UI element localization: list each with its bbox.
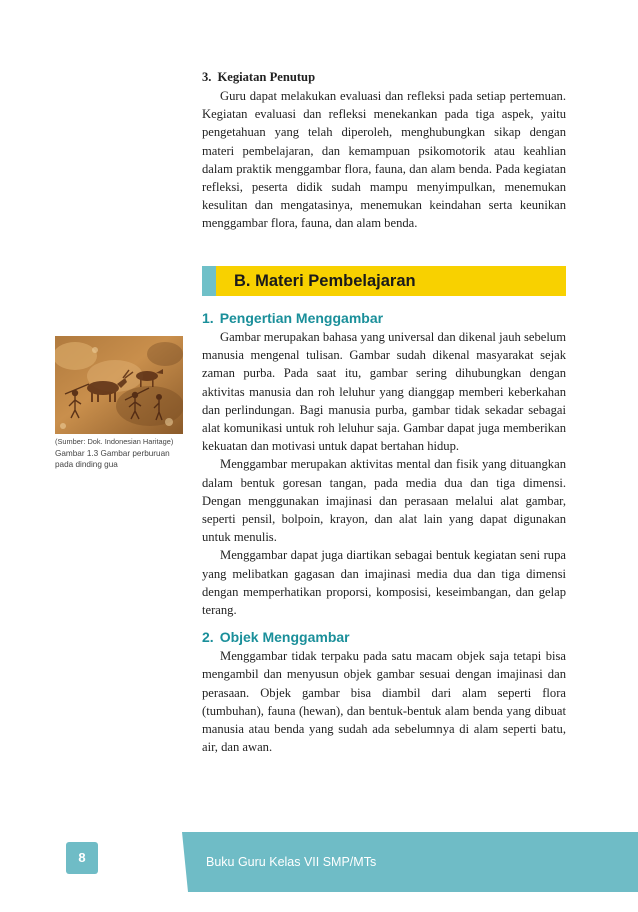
banner-bar <box>216 266 566 296</box>
figure-source: (Sumber: Dok. Indonesian Haritage) <box>55 437 174 446</box>
section-3-paragraph: Guru dapat melakukan evaluasi dan refleksi pada setiap pertemuan. Kegiatan evaluasi dan refleksi menekankan pada tiga aspek, yaitu pengetahuan yang telah diperoleh, menghubungkan sikap dengan materi pembelajaran, dan kemampuan psikomotorik atau keahlian dalam praktik menggambar flora, fauna, dan alam benda. Pada kegiatan refleksi, peserta didik sudah mampu menyimpulkan, menemukan kesulitan dan mengatasinya, menemukan keindahan serta keunikan menggambar flora, fauna, dan alam benda. <box>202 89 566 231</box>
cave-painting-image <box>55 336 183 434</box>
materi-content <box>202 310 566 756</box>
page-number: 8 <box>66 842 98 874</box>
subsection-1-paragraph-2: Menggambar merupakan aktivitas mental dan fisik yang dituangkan dalam bentuk goresan tangan, pada media dua dan tiga dimensi. Dengan menggunakan imajinasi dan perasaan melalui alat gambar, seperti pensil, bolpoin, krayon, dan alat lain yang dapat digunakan untuk menulis. <box>202 457 566 545</box>
subsection-2-number: 2. <box>202 629 214 646</box>
subsection-2-title: Objek Menggambar <box>219 629 350 646</box>
subsection-1-number: 1. <box>202 310 214 326</box>
subsection-2-heading <box>202 629 566 645</box>
subsection-2-paragraph: Menggambar tidak terpaku pada satu macam objek saja tetapi bisa mengambil dan menyusun objek gambar sesuai dengan imajinasi dan perasaan. Objek gambar bisa diambil dari alam seperti flora (tumbuhan), fauna (hewan), dan bentuk-bentuk alam benda yang dibuat manusia atau benda yang sudah ada sebelumnya di alam seperti batu, air, dan awan. <box>202 649 566 755</box>
section-b-banner <box>202 266 566 296</box>
subsection-1-heading <box>202 310 566 326</box>
section-kegiatan-penutup <box>202 70 566 233</box>
subsection-1-title: Pengertian Menggambar <box>219 310 384 326</box>
subsection-1-paragraph-1: Gambar merupakan bahasa yang universal dan dikenal jauh sebelum manusia mengenal tulisan. Gambar sudah dikenal masyarakat sejak zaman purba. Pada saat itu, gambar sering dihubungkan dengan aktivitas manusia dan roh leluhur yang dianggap memberi keberkahan dan perlindungan. Bagi manusia purba, gambar tidak sekadar sebagai alat komunikasi untuk roh leluhur saja. Gambar dapat juga memberikan kekuatan dan motivasi untuk dapat bertahan hidup. <box>202 330 566 454</box>
section-3-heading <box>202 70 566 85</box>
section-3-number: 3. <box>202 70 212 84</box>
section-3-title: Kegiatan Penutup <box>217 70 316 84</box>
cave-painting-illustration <box>55 336 183 434</box>
subsection-1-paragraph-3: Menggambar dapat juga diartikan sebagai bentuk kegiatan seni rupa yang melibatkan gagasan dan imajinasi media dua dan tiga dimensi dengan memperhatikan proporsi, komposisi, keseimbangan, dan gelap terang. <box>202 548 566 618</box>
footer-book-title: Buku Guru Kelas VII SMP/MTs <box>206 855 377 869</box>
figure-caption-block <box>55 436 185 470</box>
banner-accent <box>202 266 216 296</box>
banner-title: B. Materi Pembelajaran <box>234 272 416 290</box>
figure-caption: Gambar 1.3 Gambar perburuan pada dinding gua <box>55 449 170 469</box>
